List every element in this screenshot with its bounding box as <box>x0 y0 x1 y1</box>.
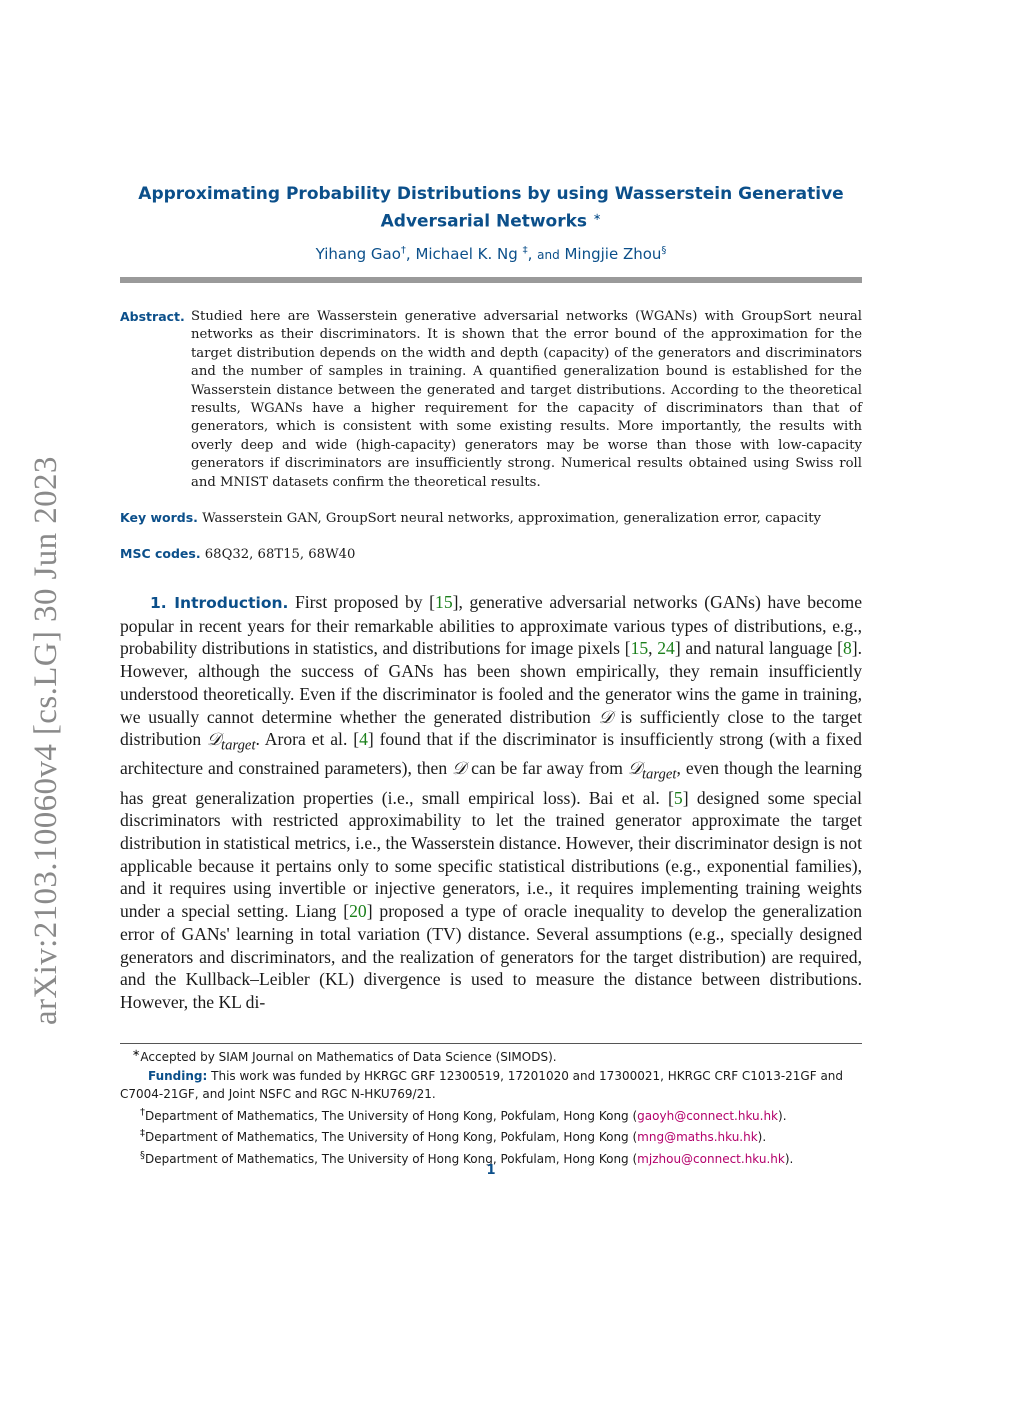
citation-link[interactable]: 8 <box>842 638 852 659</box>
intro-text: found that if the discriminator is insufficiently strong (with a fixed architecture and constrained parameters), then <box>120 729 862 779</box>
abstract-text: Studied here are Wasserstein generative adversarial networks (WGANs) with GroupSort neural networks as their discriminators. It is shown that the error bound of the approximation for the target distribution depends on the width and depth (capacity) of the generators and discriminators and the number of samples in training. A quantified generalization bound is established for the Wasserstein distance between the generated and target distributions. According to the theoretical results, WGANs have a higher requirement for the capacity of discriminators than that of generators, which is consistent with some existing results. More importantly, the results with overly deep and wide (high-capacity) generators may be worse than those with low-capacity generators if discriminators are insufficiently strong. Numerical results obtained using Swiss roll and MNIST datasets confirm the theoretical results. <box>191 309 862 490</box>
email-link[interactable]: gaoyh@connect.hku.hk <box>637 1108 779 1123</box>
math-target-sub: target <box>641 766 677 783</box>
footnote-rule <box>120 1043 862 1044</box>
intro-text: can be far away from <box>471 758 623 779</box>
author-1: Yihang Gao <box>315 245 401 263</box>
footnote-mark: † <box>140 1106 145 1118</box>
page-number: 1 <box>486 1163 496 1178</box>
author-list: Yihang Gao†, Michael K. Ng ‡, and Mingjie Zhou§ <box>315 245 667 263</box>
msc-codes <box>120 546 862 562</box>
citation-link[interactable]: 15 <box>630 638 649 659</box>
footnote-mark: ∗ <box>132 1048 141 1059</box>
math-target-sub: target <box>221 737 256 754</box>
msc-label: MSC codes. <box>120 546 201 561</box>
intro-text: proposed a type of oracle inequality to develop the generalization error of GANs' learning in total variation (TV) distance. Several assumptions (e.g., specially designed generators and discriminators, and the realization of generators for the target distribution) are required, and the Kullback–Leibler (KL) divergence is used to measure the distance between distributions. However, the KL di- <box>120 901 863 1012</box>
header-rule <box>120 277 862 283</box>
footnote-1 <box>120 1045 862 1067</box>
intro-text: and natural language <box>685 638 833 659</box>
footnote-close: ). <box>784 1151 794 1166</box>
footnote-text: Department of Mathematics, The University of Hong Kong, Pokfulam, Hong Kong ( <box>145 1108 638 1123</box>
title-footnote-mark: ∗ <box>592 212 602 223</box>
footnote-text: Department of Mathematics, The University of Hong Kong, Pokfulam, Hong Kong ( <box>145 1130 638 1145</box>
funding-label: Funding: <box>148 1068 208 1083</box>
title-line-1: Approximating Probability Distributions by using Wasserstein Generative <box>138 184 844 204</box>
citation-link[interactable]: 20 <box>349 901 367 922</box>
footnote-mark: § <box>140 1149 145 1161</box>
funding-text: This work was funded by HKRGC GRF 12300519, 17201020 and 17300021, HKRGC CRF C1013-21GF and C7004-21GF, and Joint NSFC and RGC N-HKU769/21. <box>120 1068 844 1102</box>
arxiv-stamp: arXiv:2103.10060v4 [cs.LG] 30 Jun 2023 <box>28 456 64 1025</box>
author-1-mark: † <box>400 245 406 256</box>
author-3-mark: § <box>661 245 667 256</box>
citation-link[interactable]: 15 <box>435 592 453 612</box>
intro-text: is sufficiently close to the target distribution <box>120 706 862 750</box>
intro-text: . Arora et al. <box>255 729 348 750</box>
footnote-text: Department of Mathematics, The University of Hong Kong, Pokfulam, Hong Kong ( <box>145 1151 638 1166</box>
email-link[interactable]: mng@maths.hku.hk <box>637 1130 758 1145</box>
msc-text: 68Q32, 68T15, 68W40 <box>204 547 356 562</box>
footnote-3 <box>120 1125 862 1147</box>
author-3: Mingjie Zhou <box>564 245 662 263</box>
introduction-section: 1. Introduction. First proposed by [15], generative adversarial networks (GANs) have become popular in recent years for their remarkable abilities to approximate various types of distributions, e.g., probability distributions in statistics, and distributions for image pixels [15, 24] and natural language [8]. However, although the success of GANs has been shown empirically, they remain insufficiently understood theoretically. Even if the discriminator is fooled and the generator wins the game in training, we usually cannot determine whether the generated distribution 𝒟 is sufficiently close to the target distribution 𝒟$_{target}$. Arora et al. [4] found that if the discriminator is insufficiently strong (with a fixed architecture and constrained parameters), then 𝒟 can be far away from 𝒟$_{target}$, even though the learning has great generalization properties (i.e., small empirical loss). Bai et al. [5] designed some special discriminators with restricted approximability to let the trained generator approximate the target distribution in statistical metrics, i.e., the Wasserstein distance. However, their discriminator design is not applicable because it pertains only to some specific statistical distributions (e.g., exponential families), and it requires using invertible or injective generators, i.e., it requires implementing training weights under a special setting. Liang [20] proposed a type of oracle inequality to develop the generalization error of GANs' learning in total variation (TV) distance. Several assumptions (e.g., specially designed generators and discriminators, and the realization of generators for the target distribution) are required, and the Kullback–Leibler (KL) divergence is used to measure the distance between distributions. However, the KL di- <box>120 592 863 1012</box>
footnotes <box>120 1045 862 1169</box>
footnote-close: ). <box>778 1108 787 1123</box>
footnote-2 <box>120 1104 862 1126</box>
footnote-funding <box>120 1067 862 1104</box>
section-heading: 1. Introduction. <box>150 594 289 612</box>
citation-link[interactable]: 5 <box>673 787 683 808</box>
paper-title <box>120 183 862 234</box>
citation-link[interactable]: 24 <box>657 638 675 659</box>
math-D: 𝒟 <box>452 758 467 779</box>
footnote-text: Accepted by SIAM Journal on Mathematics of Data Science (SIMODS). <box>140 1050 557 1064</box>
keywords <box>120 510 862 526</box>
math-D: 𝒟 <box>627 758 642 779</box>
keywords-label: Key words. <box>120 510 198 525</box>
intro-text: , generative adversarial networks (GANs) have become popular in recent years for their remarkable abilities to approximate various types of distributions, e.g., probability distributions in statistics, and distributions for image pixels <box>120 592 863 659</box>
intro-text: designed some special discriminators with restricted approximability to let the trained generator approximate the target distribution in statistical metrics, i.e., the Wasserstein distance. However, their discriminator design is not applicable because it pertains only to some specific statistical distributions (e.g., exponential families), and it requires using invertible or injective generators, i.e., it requires implementing training weights under a special setting. Liang <box>120 787 862 922</box>
math-D: 𝒟 <box>207 729 222 750</box>
intro-text: , even though the learning has great generalization properties (i.e., small empirical loss). Bai et al. <box>120 758 862 808</box>
keywords-text: Wasserstein GAN, GroupSort neural networks, approximation, generalization error, capacity <box>202 511 821 526</box>
footnote-close: ). <box>757 1130 767 1145</box>
intro-text: First proposed by <box>295 592 423 612</box>
author-2-mark: ‡ <box>522 245 528 256</box>
math-D: 𝒟 <box>598 706 613 727</box>
author-2: Michael K. Ng <box>415 245 518 263</box>
abstract-label: Abstract. <box>120 309 185 324</box>
intro-text: . However, although the success of GANs has been shown empirically, they remain insufficiently understood theoretically. Even if the discriminator is fooled and the generator wins the game in training, we usually cannot determine whether the generated distribution <box>120 638 863 727</box>
title-line-2: Adversarial Networks <box>380 211 588 232</box>
authors-and: and <box>537 248 560 262</box>
abstract <box>120 308 862 492</box>
email-link[interactable]: mjzhou@connect.hku.hk <box>637 1151 785 1166</box>
citation-link[interactable]: 4 <box>359 729 368 750</box>
footnote-mark: ‡ <box>140 1128 145 1140</box>
